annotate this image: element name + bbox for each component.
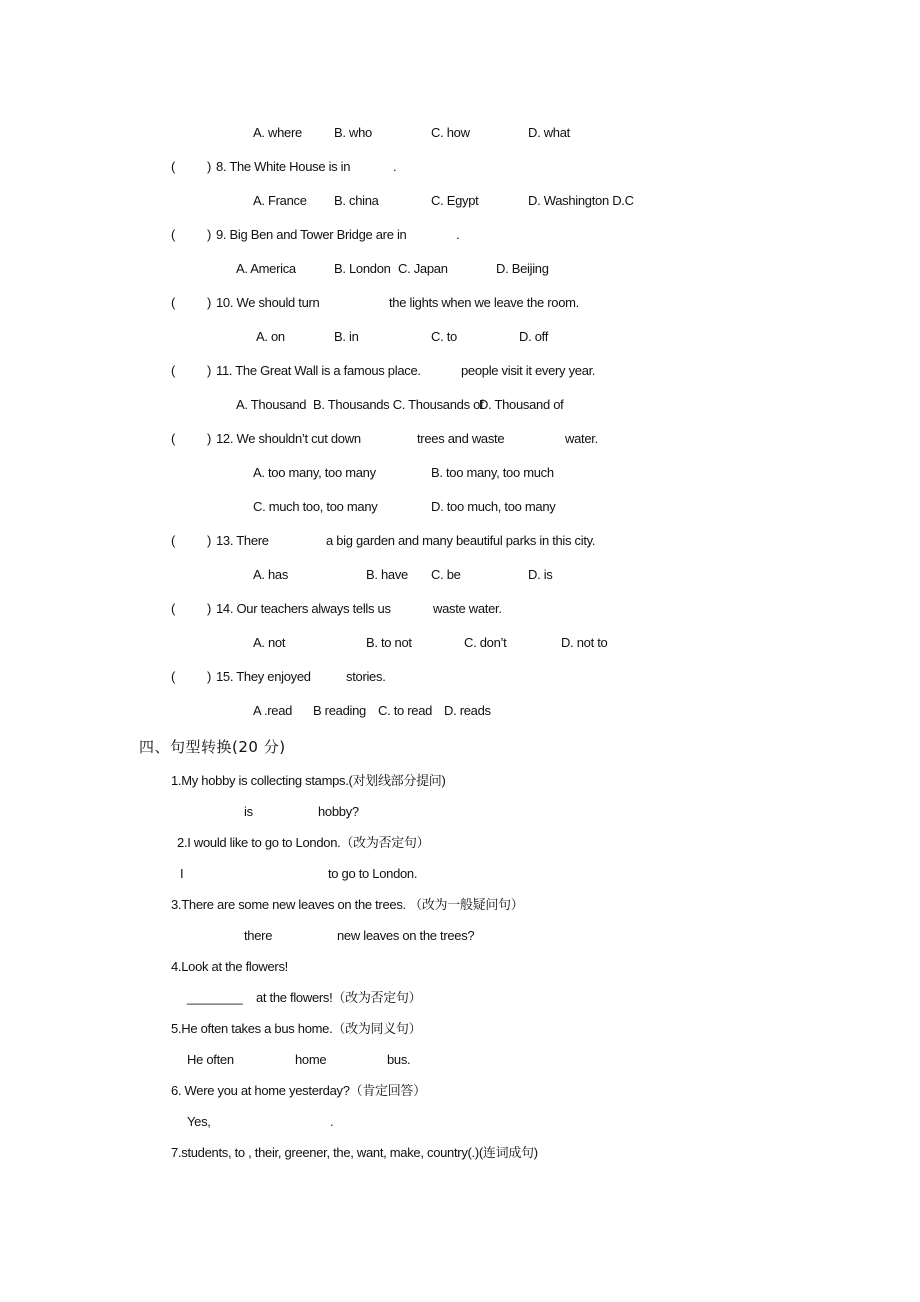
q14-option-c: C. don’t xyxy=(464,635,507,650)
q15-option-a: A .read xyxy=(253,703,293,718)
q11-option-d: D. Thousand of xyxy=(479,397,564,412)
q9-paren: ( xyxy=(171,227,176,242)
q15-option-c: C. to read xyxy=(378,703,433,718)
q10-end: the lights when we leave the room. xyxy=(389,295,579,310)
q13-stem: 13. There xyxy=(216,533,269,548)
q15-paren: ( xyxy=(171,669,176,684)
q7-option-c: C. how xyxy=(431,125,470,140)
q14-option-d: D. not to xyxy=(561,635,608,650)
s5-answer-home: home xyxy=(295,1052,327,1067)
q13-paren-close: ) xyxy=(207,533,212,548)
s3-answer-rest: new leaves on the trees? xyxy=(337,928,475,943)
s4-answer-blank: ________ xyxy=(187,990,243,1005)
s2-question: 2.I would like to go to London.（改为否定句） xyxy=(177,835,430,850)
q12-option-c: C. much too, too many xyxy=(253,499,378,514)
q14-stem: 14. Our teachers always tells us xyxy=(216,601,391,616)
q7-option-b: B. who xyxy=(334,125,372,140)
section-heading: 四、句型转换(20 分) xyxy=(139,738,286,756)
q8-paren-close: ) xyxy=(207,159,212,174)
q10-paren-close: ) xyxy=(207,295,212,310)
q11-paren: ( xyxy=(171,363,176,378)
q12-option-b: B. too many, too much xyxy=(431,465,554,480)
s4-answer-rest: at the flowers!（改为否定句） xyxy=(256,990,422,1005)
q12-stem: 12. We shouldn’t cut down xyxy=(216,431,361,446)
q10-option-c: C. to xyxy=(431,329,457,344)
q9-option-c: C. Japan xyxy=(398,261,448,276)
q14-paren: ( xyxy=(171,601,176,616)
q11-option-bc: B. Thousands C. Thousands of xyxy=(313,397,484,412)
q13-option-d: D. is xyxy=(528,567,553,582)
q15-option-d: D. reads xyxy=(444,703,491,718)
q13-end: a big garden and many beautiful parks in this city. xyxy=(326,533,596,548)
q7-option-a: A. where xyxy=(253,125,302,140)
q8-paren: ( xyxy=(171,159,176,174)
q11-paren-close: ) xyxy=(207,363,212,378)
q13-option-a: A. has xyxy=(253,567,289,582)
s2-answer-rest: to go to London. xyxy=(328,866,418,881)
s1-question: 1.My hobby is collecting stamps.(对划线部分提问) xyxy=(171,773,446,788)
q13-option-b: B. have xyxy=(366,567,408,582)
s6-answer-yes: Yes, xyxy=(187,1114,211,1129)
s1-answer-is: is xyxy=(244,804,253,819)
q10-option-a: A. on xyxy=(256,329,285,344)
q12-end: water. xyxy=(565,431,598,446)
q9-option-a: A. America xyxy=(236,261,296,276)
q8-end: . xyxy=(393,159,397,174)
q14-option-b: B. to not xyxy=(366,635,412,650)
q9-option-d: D. Beijing xyxy=(496,261,549,276)
q12-option-a: A. too many, too many xyxy=(253,465,376,480)
q14-option-a: A. not xyxy=(253,635,286,650)
q15-end: stories. xyxy=(346,669,386,684)
q9-end: . xyxy=(456,227,460,242)
q12-paren-close: ) xyxy=(207,431,212,446)
q13-paren: ( xyxy=(171,533,176,548)
q9-stem: 9. Big Ben and Tower Bridge are in xyxy=(216,227,407,242)
q9-option-b: B. London xyxy=(334,261,391,276)
q7-option-d: D. what xyxy=(528,125,570,140)
q8-option-d: D. Washington D.C xyxy=(528,193,634,208)
s6-question: 6. Were you at home yesterday?（肯定回答） xyxy=(171,1083,426,1098)
q13-option-c: C. be xyxy=(431,567,461,582)
q15-option-b: B reading xyxy=(313,703,366,718)
q15-paren-close: ) xyxy=(207,669,212,684)
s5-question: 5.He often takes a bus home.（改为同义句） xyxy=(171,1021,422,1036)
q12-option-d: D. too much, too many xyxy=(431,499,556,514)
q11-stem: 11. The Great Wall is a famous place. xyxy=(216,363,421,378)
q8-stem: 8. The White House is in xyxy=(216,159,351,174)
s5-answer-he-often: He often xyxy=(187,1052,234,1067)
q14-end: waste water. xyxy=(433,601,502,616)
q15-stem: 15. They enjoyed xyxy=(216,669,311,684)
q12-paren: ( xyxy=(171,431,176,446)
q10-stem: 10. We should turn xyxy=(216,295,320,310)
s3-question: 3.There are some new leaves on the trees. （改为一般疑问句） xyxy=(171,897,524,912)
s5-answer-bus: bus. xyxy=(387,1052,411,1067)
q8-option-c: C. Egypt xyxy=(431,193,479,208)
q10-option-d: D. off xyxy=(519,329,549,344)
q14-paren-close: ) xyxy=(207,601,212,616)
q10-paren: ( xyxy=(171,295,176,310)
s3-answer-there: there xyxy=(244,928,273,943)
q8-option-a: A. France xyxy=(253,193,307,208)
q12-mid: trees and waste xyxy=(417,431,505,446)
s1-answer-hobby: hobby? xyxy=(318,804,359,819)
s7-question: 7.students, to , their, greener, the, want, make, country(.)(连词成句) xyxy=(171,1145,538,1160)
s2-answer-i: I xyxy=(180,866,184,881)
q8-option-b: B. china xyxy=(334,193,379,208)
q9-paren-close: ) xyxy=(207,227,212,242)
s6-answer-end: . xyxy=(330,1114,334,1129)
q11-option-a: A. Thousand xyxy=(236,397,307,412)
q11-end: people visit it every year. xyxy=(461,363,596,378)
s4-question: 4.Look at the flowers! xyxy=(171,959,288,974)
q10-option-b: B. in xyxy=(334,329,359,344)
